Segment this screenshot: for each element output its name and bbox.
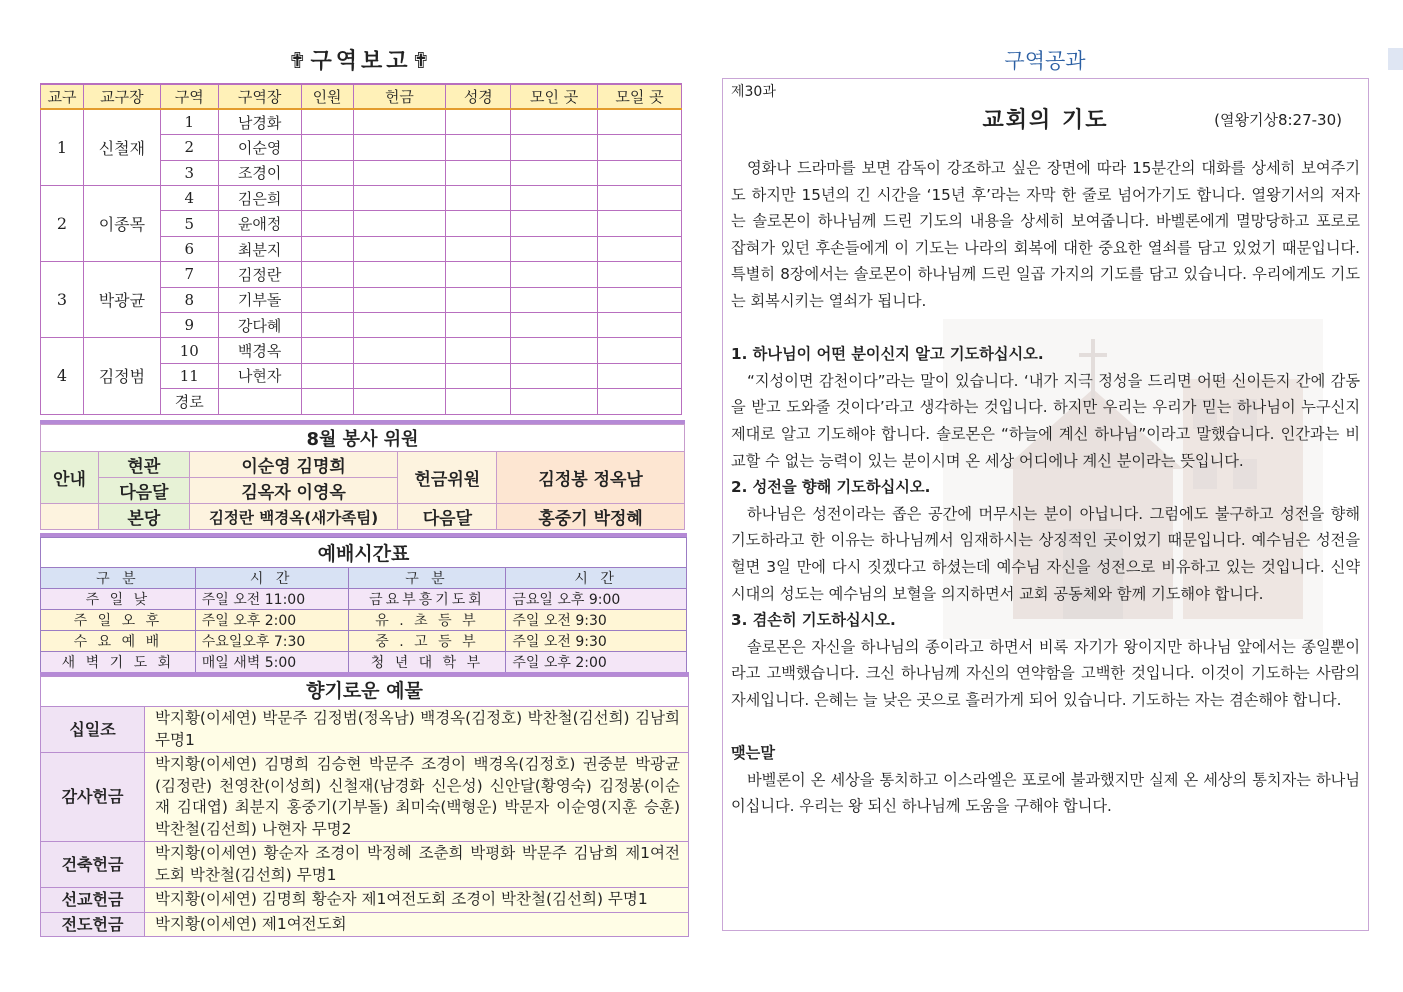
met-place-cell[interactable] [511,211,598,236]
report-row [41,338,682,363]
offering-section [40,672,689,937]
offering-row [41,888,689,913]
district-leader: 김정란 [218,262,301,287]
bible-cell[interactable] [446,186,511,211]
report-title: ✟구역보고✟ [288,49,434,74]
district-number: 11 [160,363,218,388]
offering-row [41,753,689,842]
worship-service-name: 주 일 오 후 [41,610,196,631]
offering-cell[interactable] [353,287,446,312]
lesson-title: 교회의 기도 [982,108,1109,133]
met-place-cell[interactable] [511,135,598,160]
next-month-label: 다음달 [398,504,497,530]
report-row [41,186,682,211]
bible-cell[interactable] [446,109,511,134]
closing-text: 바벨론이 온 세상을 통치하고 이스라엘은 포로에 불과했지만 실제 온 세상의 통치자는 하나님이십니다. 우리는 왕 되신 하나님께 도움을 구해야 합니다. [731,770,1360,816]
meeting-place-cell[interactable] [598,389,682,414]
meeting-place-cell[interactable] [598,287,682,312]
col-header: 성경 [446,84,511,109]
worship-service-name: 청 년 대 학 부 [348,652,506,673]
met-place-cell[interactable] [511,160,598,185]
attendance-cell[interactable] [301,236,353,261]
col-header: 모일 곳 [598,84,682,109]
district-leader: 조경이 [218,160,301,185]
worship-service-name: 금요부흥기도회 [348,589,506,610]
worship-col-header: 구 분 [41,568,196,589]
lesson-point-heading: 3. 겸손히 기도하십시오. [731,611,896,630]
service-role-value: 이순영 김명희 [189,452,398,478]
offering-category: 십일조 [41,707,145,753]
district-leader: 남경화 [218,109,301,134]
district-number: 5 [160,211,218,236]
worship-row [41,589,687,610]
offering-cell[interactable] [353,135,446,160]
service-role-label: 본당 [98,504,189,530]
offering-table [40,676,689,937]
district-number: 1 [160,109,218,134]
district-leader: 강다혜 [218,313,301,338]
met-place-cell[interactable] [511,186,598,211]
worship-schedule-table [40,537,687,673]
offering-cell[interactable] [353,211,446,236]
report-row [41,109,682,134]
met-place-cell[interactable] [511,338,598,363]
bible-cell[interactable] [446,287,511,312]
district-number: 10 [160,338,218,363]
attendance-cell[interactable] [301,313,353,338]
met-place-cell[interactable] [511,389,598,414]
bible-cell[interactable] [446,389,511,414]
attendance-cell[interactable] [301,389,353,414]
met-place-cell[interactable] [511,236,598,261]
district-number: 7 [160,262,218,287]
offering-title: 향기로운 예물 [41,677,689,707]
offering-cell[interactable] [353,389,446,414]
offering-cell[interactable] [353,363,446,388]
offering-row [41,912,689,937]
offering-cell[interactable] [353,338,446,363]
met-place-cell[interactable] [511,109,598,134]
meeting-place-cell[interactable] [598,160,682,185]
met-place-cell[interactable] [511,363,598,388]
offering-cell[interactable] [353,236,446,261]
bible-cell[interactable] [446,236,511,261]
worship-time: 주일 오후 2:00 [506,652,687,673]
district-number: 경로 [160,389,218,414]
district-number: 6 [160,236,218,261]
attendance-cell[interactable] [301,211,353,236]
bible-cell[interactable] [446,262,511,287]
attendance-cell[interactable] [301,186,353,211]
met-place-cell[interactable] [511,262,598,287]
col-header: 모인 곳 [511,84,598,109]
district-leader: 윤애정 [218,211,301,236]
attendance-cell[interactable] [301,287,353,312]
lesson-number: 제30과 [731,84,776,100]
district-leader [218,389,301,414]
worship-row [41,631,687,652]
district-report-table [40,83,682,415]
meeting-place-cell[interactable] [598,186,682,211]
attendance-cell[interactable] [301,262,353,287]
offering-category: 선교헌금 [41,888,145,913]
parish-number: 2 [41,186,84,262]
district-number: 2 [160,135,218,160]
offering-cell[interactable] [353,109,446,134]
col-header: 교구 [41,84,84,109]
worship-title: 예배시간표 [41,538,687,568]
met-place-cell[interactable] [511,313,598,338]
worship-service-name: 새 벽 기 도 회 [41,652,196,673]
offering-cell[interactable] [353,262,446,287]
service-role-label: 다음달 [98,478,189,504]
lesson-point-heading: 1. 하나님이 어떤 분이신지 알고 기도하십시오. [731,345,1044,364]
meeting-place-cell[interactable] [598,236,682,261]
district-number: 4 [160,186,218,211]
service-committee-section [40,420,685,530]
worship-time: 금요일 오후 9:00 [506,589,687,610]
worship-service-name: 유 . 초 등 부 [348,610,506,631]
bible-cell[interactable] [446,363,511,388]
district-leader: 기부돌 [218,287,301,312]
service-title: 8월 봉사 위원 [41,425,685,452]
next-month-value: 홍중기 박정혜 [497,504,685,530]
worship-row [41,610,687,631]
offering-category: 전도헌금 [41,912,145,937]
bible-cell[interactable] [446,211,511,236]
col-header: 인원 [301,84,353,109]
district-number: 9 [160,313,218,338]
district-leader: 김은희 [218,186,301,211]
meeting-place-cell[interactable] [598,135,682,160]
meeting-place-cell[interactable] [598,338,682,363]
closing-heading: 맺는말 [731,744,776,763]
lesson-body [731,155,1360,820]
report-row [41,262,682,287]
meeting-place-cell[interactable] [598,313,682,338]
district-leader: 최분지 [218,236,301,261]
offering-row [41,842,689,888]
meeting-place-cell[interactable] [598,262,682,287]
col-header: 헌금 [353,84,446,109]
lesson-point-text: “지성이면 감천이다”라는 말이 있습니다. ‘내가 지극 정성을 드리면 어떤 신이든지 간에 감동을 받고 도와줄 것이다’라고 생각하는 것입니다. 하지만 우리는 우리가 믿는 하나님이 누구신지 제대로 알고 기도해야 합니다. 솔로몬은 “하늘에 계신 하나님”이라고 말했습니다. 인간과는 비교할 수 없는 능력이 있는 분이시며 온 세상 어디에나 계신 분이라는 뜻입니다. [731,371,1360,470]
service-role-value: 김정란 백경옥(새가족팀) [189,504,398,530]
worship-col-header: 시 간 [506,568,687,589]
worship-col-header: 시 간 [195,568,348,589]
lesson-point-text: 하나님은 성전이라는 좁은 공간에 머무시는 분이 아닙니다. 그럼에도 불구하고 성전을 향해 기도하라고 한 이유는 하나님께서 임재하시는 상징적인 곳이었기 때문입니다. 예수님은 성전을 헐면 3일 만에 다시 짓겠다고 하셨는데 예수님 자신을 성전으로 비유하고 있는 것입니다. 신약 시대의 성도는 예수님의 보혈을 의지하면서 교회 공동체와 함께 기도해야 합니다. [731,504,1360,603]
parish-number: 1 [41,109,84,185]
attendance-cell[interactable] [301,363,353,388]
col-header: 구역 [160,84,218,109]
worship-time: 매일 새벽 5:00 [195,652,348,673]
meeting-place-cell[interactable] [598,363,682,388]
district-leader: 백경옥 [218,338,301,363]
service-role-label: 현관 [98,452,189,478]
lesson-intro: 영화나 드라마를 보면 감독이 강조하고 싶은 장면에 따라 15분간의 대화를 상세히 보여주기도 하지만 15년의 긴 시간을 ‘15년 후’라는 자막 한 줄로 넘어가기도 합니다. 열왕기서의 저자는 솔로몬이 하나님께 드린 기도의 내용을 상세히 보여줍니다. 바벨론에게 멸망당하고 포로로 잡혀가 있던 후손들에게 이 기도는 나라의 회복에 대한 중요한 열쇠를 담고 있었기 때문입니다. 특별히 8장에서는 솔로몬이 하나님께 드린 일곱 가지의 기도를 담고 있습니다. 우리에게도 기도는 회복시키는 열쇠가 됩니다. [731,159,1360,310]
attendance-cell[interactable] [301,338,353,363]
parish-leader: 김정범 [83,338,160,414]
col-header: 교구장 [83,84,160,109]
attendance-cell[interactable] [301,135,353,160]
bible-cell[interactable] [446,338,511,363]
parish-number: 4 [41,338,84,414]
parish-leader: 이종목 [83,186,160,262]
worship-service-name: 중 . 고 등 부 [348,631,506,652]
district-number: 8 [160,287,218,312]
offering-committee-label: 헌금위원 [398,452,497,504]
col-header: 구역장 [218,84,301,109]
meeting-place-cell[interactable] [598,109,682,134]
bible-cell[interactable] [446,160,511,185]
offering-category: 건축헌금 [41,842,145,888]
worship-time: 주일 오전 9:30 [506,610,687,631]
worship-service-name: 수 요 예 배 [41,631,196,652]
parish-leader: 신철재 [83,109,160,185]
met-place-cell[interactable] [511,287,598,312]
worship-time: 주일 오후 2:00 [195,610,348,631]
offering-names: 박지황(이세연) 김명희 김승현 박문주 조경이 백경옥(김정호) 권중분 박광균(김정란) 천영찬(이성희) 신철재(남경화 신은성) 신안달(황영숙) 김정봉(이순재 김대엽) 최분지 홍중기(기부돌) 최미숙(백형운) 박문자 이순영(지훈 승훈) 박찬철(김선희) 나현자 무명2 [145,753,689,842]
lesson-section-heading: 구역공과 [1004,49,1086,73]
parish-number: 3 [41,262,84,338]
meeting-place-cell[interactable] [598,211,682,236]
lesson-point-heading: 2. 성전을 향해 기도하십시오. [731,478,931,497]
offering-category: 감사헌금 [41,753,145,842]
attendance-cell[interactable] [301,160,353,185]
worship-schedule-section [40,533,687,673]
bible-cell[interactable] [446,135,511,160]
service-committee-table [40,424,685,530]
worship-col-header: 구 분 [348,568,506,589]
scripture-reference: (열왕기상8:27-30) [1214,111,1342,129]
offering-row [41,707,689,753]
service-role-value: 김옥자 이영옥 [189,478,398,504]
bible-cell[interactable] [446,313,511,338]
district-number: 3 [160,160,218,185]
worship-time: 수요일오후 7:30 [195,631,348,652]
offering-names: 박지황(이세연) 박문주 김정범(정옥남) 백경옥(김정호) 박찬철(김선희) 김남희 무명1 [145,707,689,753]
lesson-point-text: 솔로몬은 자신을 하나님의 종이라고 하면서 비록 자기가 왕이지만 하나님 앞에서는 종일뿐이라고 고백했습니다. 크신 하나님께 자신의 연약함을 고백한 것입니다. 이것이 기도하는 사람의 자세입니다. 은혜는 늘 낮은 곳으로 흘러가게 되어 있습니다. 기도하는 자는 겸손해야 합니다. [731,637,1360,709]
offering-cell[interactable] [353,186,446,211]
guide-label: 안내 [41,452,99,504]
worship-row [41,652,687,673]
offering-cell[interactable] [353,160,446,185]
worship-service-name: 주 일 낮 [41,589,196,610]
offering-names: 박지황(이세연) 김명희 황순자 제1여전도회 조경이 박찬철(김선희) 무명1 [145,888,689,913]
district-leader: 나현자 [218,363,301,388]
offering-names: 박지황(이세연) 제1여전도회 [145,912,689,937]
parish-leader: 박광균 [83,262,160,338]
offering-cell[interactable] [353,313,446,338]
report-header-row [41,84,682,109]
corner-decoration [1388,48,1403,70]
attendance-cell[interactable] [301,109,353,134]
worship-time: 주일 오전 11:00 [195,589,348,610]
offering-committee-value: 김정봉 정옥남 [497,452,685,504]
district-leader: 이순영 [218,135,301,160]
lesson-box [722,78,1369,931]
worship-time: 주일 오전 9:30 [506,631,687,652]
offering-names: 박지황(이세연) 황순자 조경이 박정혜 조춘희 박평화 박문주 김남희 제1여전도회 박찬철(김선희) 무명1 [145,842,689,888]
